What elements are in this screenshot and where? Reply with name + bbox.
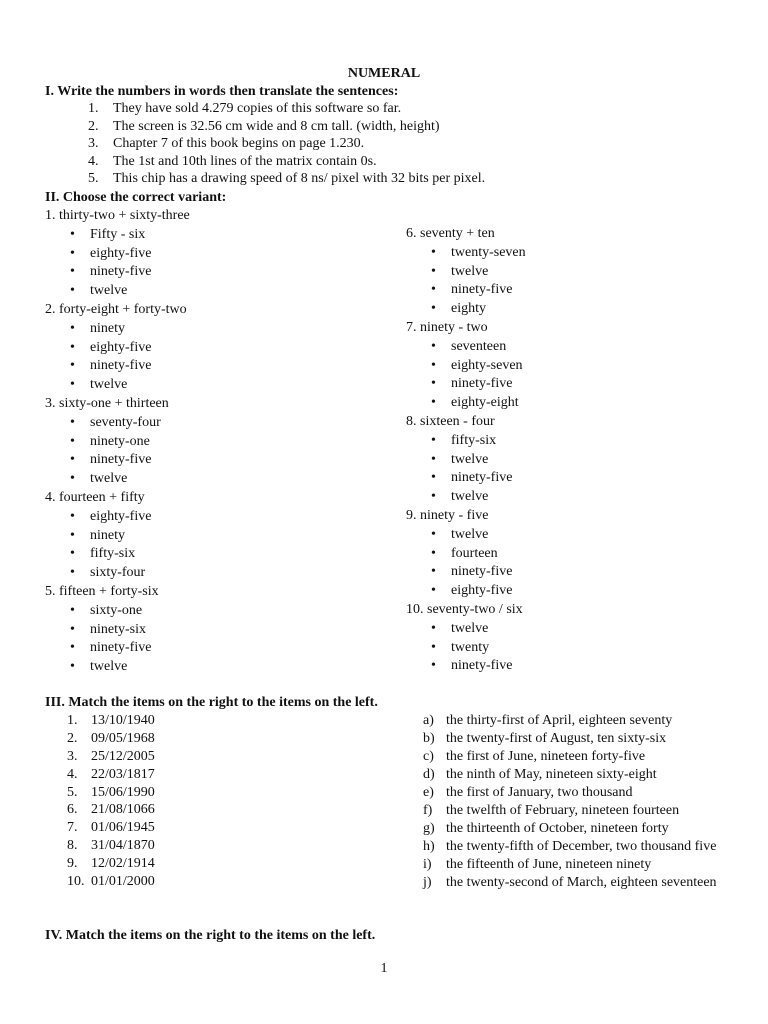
option-item: • twenty	[431, 639, 490, 655]
option-item: • twelve	[70, 283, 128, 299]
list-item: 8. 31/04/1870	[67, 838, 155, 854]
option-item: • fourteen	[431, 545, 498, 561]
question-7: 7. ninety - two	[406, 319, 488, 335]
answer-item: a) the thirty-first of April, eighteen seventy	[423, 713, 673, 728]
question-2: 2. forty-eight + forty-two	[45, 301, 187, 317]
option-item: • ninety-one	[70, 433, 150, 449]
option-item: • twelve	[70, 659, 128, 675]
option-item: • ninety-five	[431, 658, 513, 674]
list-item: 1. They have sold 4.279 copies of this software so far.	[88, 101, 402, 116]
answer-item: e) the first of January, two thousand	[423, 785, 633, 800]
option-item: • ninety	[70, 320, 125, 336]
section-3-dates-list	[67, 712, 367, 891]
answer-item: d) the ninth of May, nineteen sixty-eight	[423, 767, 657, 782]
option-item: • eighty-five	[70, 508, 152, 524]
list-item: 10. 01/01/2000	[67, 874, 155, 890]
option-item: • ninety-five	[70, 452, 152, 468]
list-item: 2. 09/05/1968	[67, 730, 155, 746]
option-item: • Fifty - six	[70, 226, 146, 242]
option-item: • twelve	[431, 451, 489, 467]
option-item: • ninety-five	[431, 282, 513, 298]
answer-item: b) the twenty-first of August, ten sixty-six	[423, 731, 667, 746]
option-item: • eighty-seven	[431, 357, 523, 373]
option-item: • seventy-four	[70, 414, 161, 430]
option-item: • ninety-six	[70, 621, 146, 637]
section-3-heading: III. Match the items on the right to the items on the left.	[45, 695, 378, 710]
option-item: • eighty-five	[70, 245, 152, 261]
option-item: • fifty-six	[70, 546, 136, 562]
option-item: • ninety-five	[431, 564, 513, 580]
question-9: 9. ninety - five	[406, 507, 489, 523]
page-title: NUMERAL	[347, 66, 421, 81]
option-item: • twelve	[431, 620, 489, 636]
option-item: • fifty-six	[431, 432, 497, 448]
option-item: • ninety-five	[431, 376, 513, 392]
list-item: 7. 01/06/1945	[67, 820, 155, 836]
option-item: • ninety-five	[70, 358, 152, 374]
list-item: 6. 21/08/1066	[67, 802, 155, 818]
list-item: 9. 12/02/1914	[67, 856, 155, 872]
list-item: 1. 13/10/1940	[67, 713, 155, 728]
list-item: 5. 15/06/1990	[67, 784, 155, 800]
section-1-list	[88, 100, 728, 188]
option-item: • twenty-seven	[431, 244, 526, 260]
section-4-heading: IV. Match the items on the right to the items on the left.	[45, 928, 376, 943]
list-item: 4. 22/03/1817	[67, 766, 155, 782]
option-item: • ninety	[70, 527, 125, 543]
answer-item: f) the twelfth of February, nineteen fourteen	[423, 803, 680, 818]
option-item: • eighty-eight	[431, 395, 519, 411]
option-item: • twelve	[431, 526, 489, 542]
question-3: 3. sixty-one + thirteen	[45, 395, 169, 411]
list-item: 5. This chip has a drawing speed of 8 ns/ pixel with 32 bits per pixel.	[88, 171, 486, 187]
answer-item: c) the first of June, nineteen forty-five	[423, 749, 646, 764]
question-8: 8. sixteen - four	[406, 413, 495, 429]
list-item: 4. The 1st and 10th lines of the matrix contain 0s.	[88, 153, 377, 169]
option-item: • sixty-one	[70, 602, 143, 618]
option-item: • eighty-five	[70, 339, 152, 355]
option-item: • ninety-five	[70, 640, 152, 656]
list-item: 3. 25/12/2005	[67, 748, 155, 764]
question-10: 10. seventy-two / six	[406, 601, 523, 617]
page-number: 1	[380, 961, 388, 976]
question-4: 4. fourteen + fifty	[45, 489, 145, 505]
section-2-right-column	[406, 225, 746, 676]
option-item: • sixty-four	[70, 565, 146, 581]
answer-item: j) the twenty-second of March, eighteen seventeen	[423, 875, 717, 890]
option-item: • ninety-five	[70, 264, 152, 280]
option-item: • twelve	[431, 263, 489, 279]
option-item: • twelve	[431, 489, 489, 505]
option-item: • twelve	[70, 471, 128, 487]
option-item: • seventeen	[431, 338, 507, 354]
section-3-answers-list	[423, 712, 723, 892]
list-item: 2. The screen is 32.56 cm wide and 8 cm tall. (width, height)	[88, 118, 440, 134]
answer-item: i) the fifteenth of June, nineteen ninety	[423, 857, 652, 872]
option-item: • eighty	[431, 301, 486, 317]
list-item: 3. Chapter 7 of this book begins on page 1.230.	[88, 136, 365, 152]
option-item: • ninety-five	[431, 470, 513, 486]
question-1: 1. thirty-two + sixty-three	[45, 208, 190, 223]
question-6: 6. seventy + ten	[406, 226, 495, 241]
option-item: • eighty-five	[431, 583, 513, 599]
option-item: • twelve	[70, 377, 128, 393]
answer-item: h) the twenty-fifth of December, two thousand five	[423, 839, 717, 854]
section-2-left-column	[45, 207, 385, 677]
section-1-heading: I. Write the numbers in words then translate the sentences:	[45, 84, 399, 99]
question-5: 5. fifteen + forty-six	[45, 583, 159, 599]
section-2-heading: II. Choose the correct variant:	[45, 190, 227, 205]
answer-item: g) the thirteenth of October, nineteen forty	[423, 821, 669, 836]
